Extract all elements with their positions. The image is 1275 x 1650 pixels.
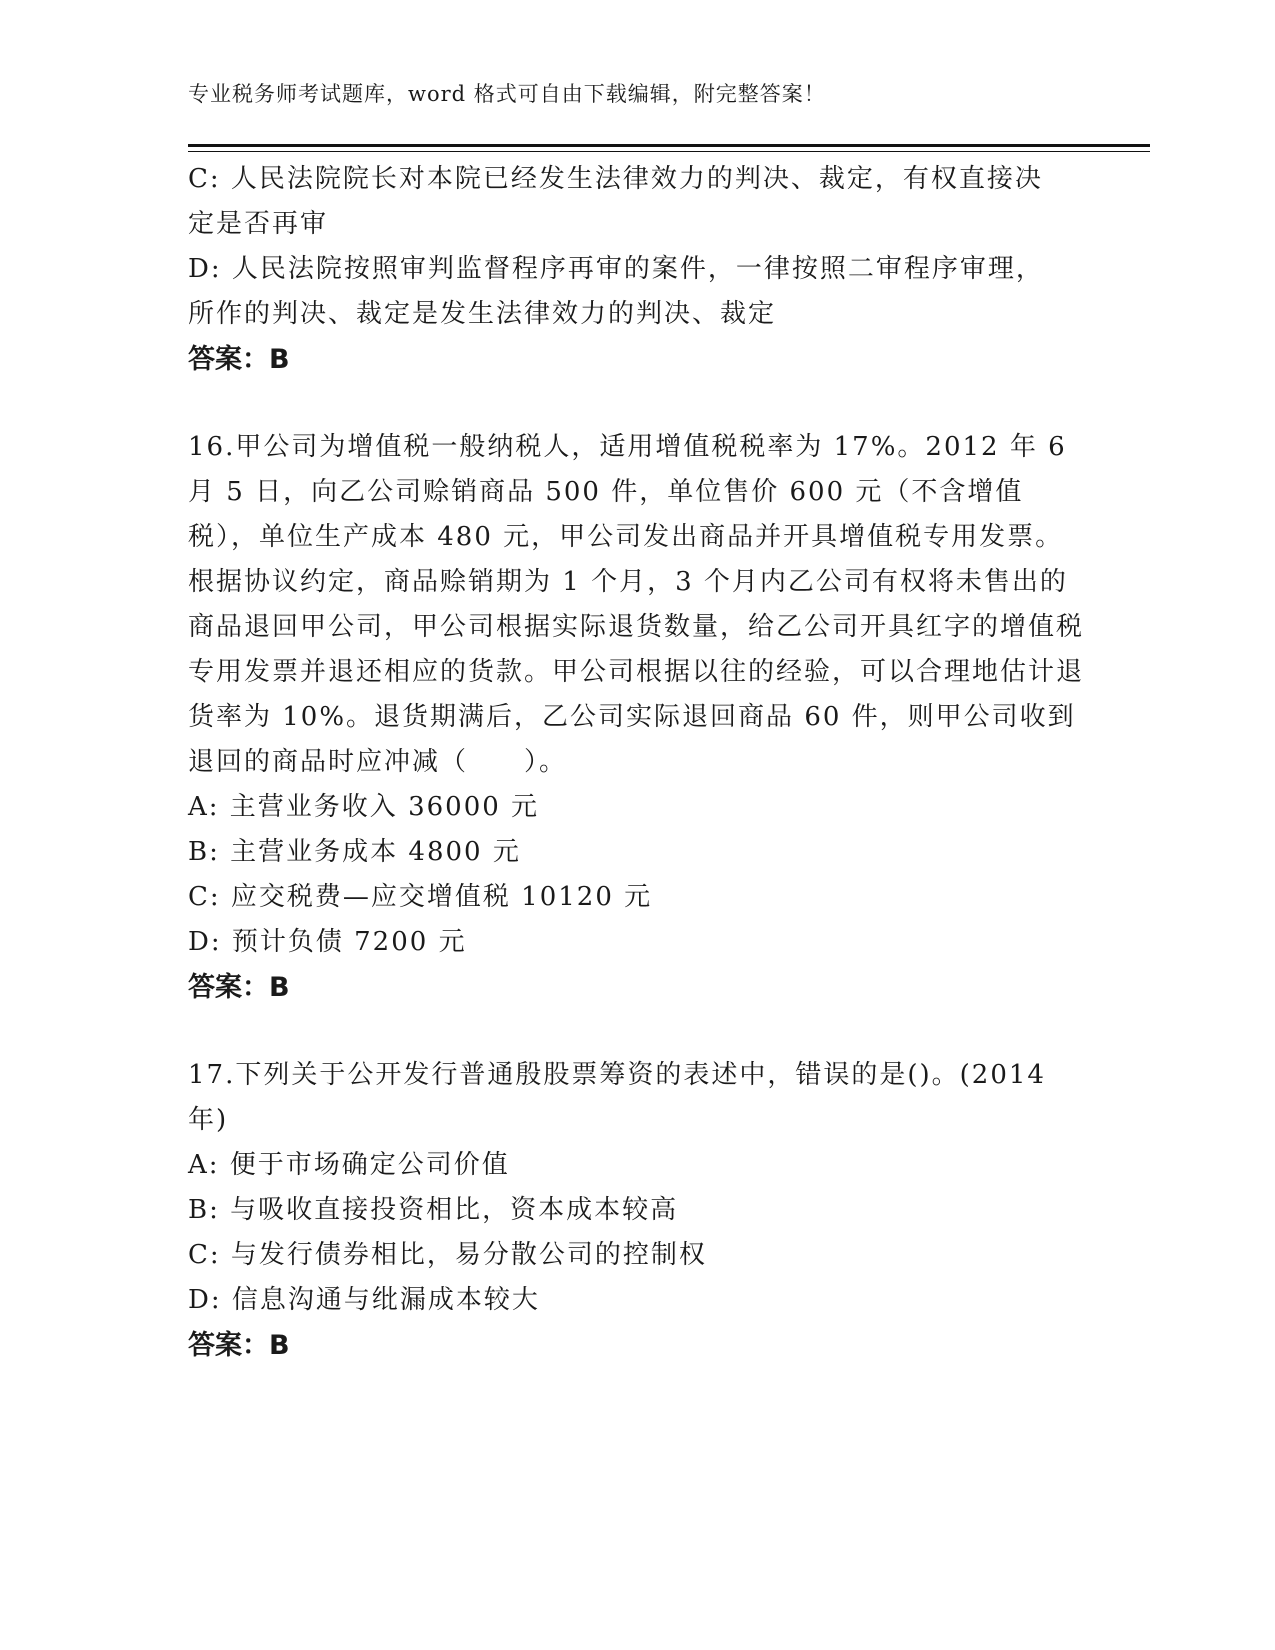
question-content: [188, 157, 1088, 1368]
page-header: 专业税务师考试题库，word 格式可自由下载编辑，附完整答案！: [188, 82, 826, 106]
q15-option-c-line1: C: 人民法院院长对本院已经发生法律效力的判决、裁定，有权直接决: [188, 164, 1043, 194]
q15-option-c-line2: 定是否再审: [188, 209, 329, 239]
q16-option-b: B: 主营业务成本 4800 元: [188, 837, 521, 867]
q16-answer: 答案：B: [188, 972, 290, 1003]
q16-option-c: C: 应交税费—应交增值税 10120 元: [188, 882, 653, 912]
q17-option-a: A: 便于市场确定公司价值: [188, 1150, 510, 1180]
q17-answer: 答案：B: [188, 1330, 290, 1361]
header-rule-thick: [188, 144, 1150, 147]
q15-option-d-line1: D: 人民法院按照审判监督程序再审的案件，一律按照二审程序审理，: [188, 254, 1044, 284]
q16-stem: 16.甲公司为增值税一般纳税人，适用增值税税率为 17%。2012 年 6 月 5 日，向乙公司赊销商品 500 件，单位售价 600 元（不含增值税），单位生产成本 480 元，甲公司发出商品并开具增值税专用发票。根据协议约定，商品赊销期为 1 个月，3 个月内乙公司有权将未售出的商品退回甲公司，甲公司根据实际退货数量，给乙公司开具红字的增值税专用发票并退还相应的货款。甲公司根据以往的经验，可以合理地估计退货率为 10%。退货期满后，乙公司实际退回商品 60 件，则甲公司收到退回的商品时应冲减（ ）。: [188, 432, 1085, 777]
q17-option-b: B: 与吸收直接投资相比，资本成本较高: [188, 1195, 679, 1225]
q17-option-c: C: 与发行债券相比，易分散公司的控制权: [188, 1240, 707, 1270]
q17-stem-line1: 17.下列关于公开发行普通殷股票筹资的表述中，错误的是()。(2014: [188, 1060, 1046, 1090]
q17-option-d: D: 信息沟通与纰漏成本较大: [188, 1285, 540, 1315]
q15-answer: 答案：B: [188, 344, 290, 375]
header-rule-thin: [188, 151, 1150, 152]
spacer: [188, 1010, 1088, 1053]
q15-option-d-line2: 所作的判决、裁定是发生法律效力的判决、裁定: [188, 299, 777, 329]
q16-option-a: A: 主营业务收入 36000 元: [188, 792, 540, 822]
q17-stem-line2: 年): [188, 1105, 229, 1135]
spacer: [188, 382, 1088, 425]
q16-option-d: D: 预计负债 7200 元: [188, 927, 467, 957]
